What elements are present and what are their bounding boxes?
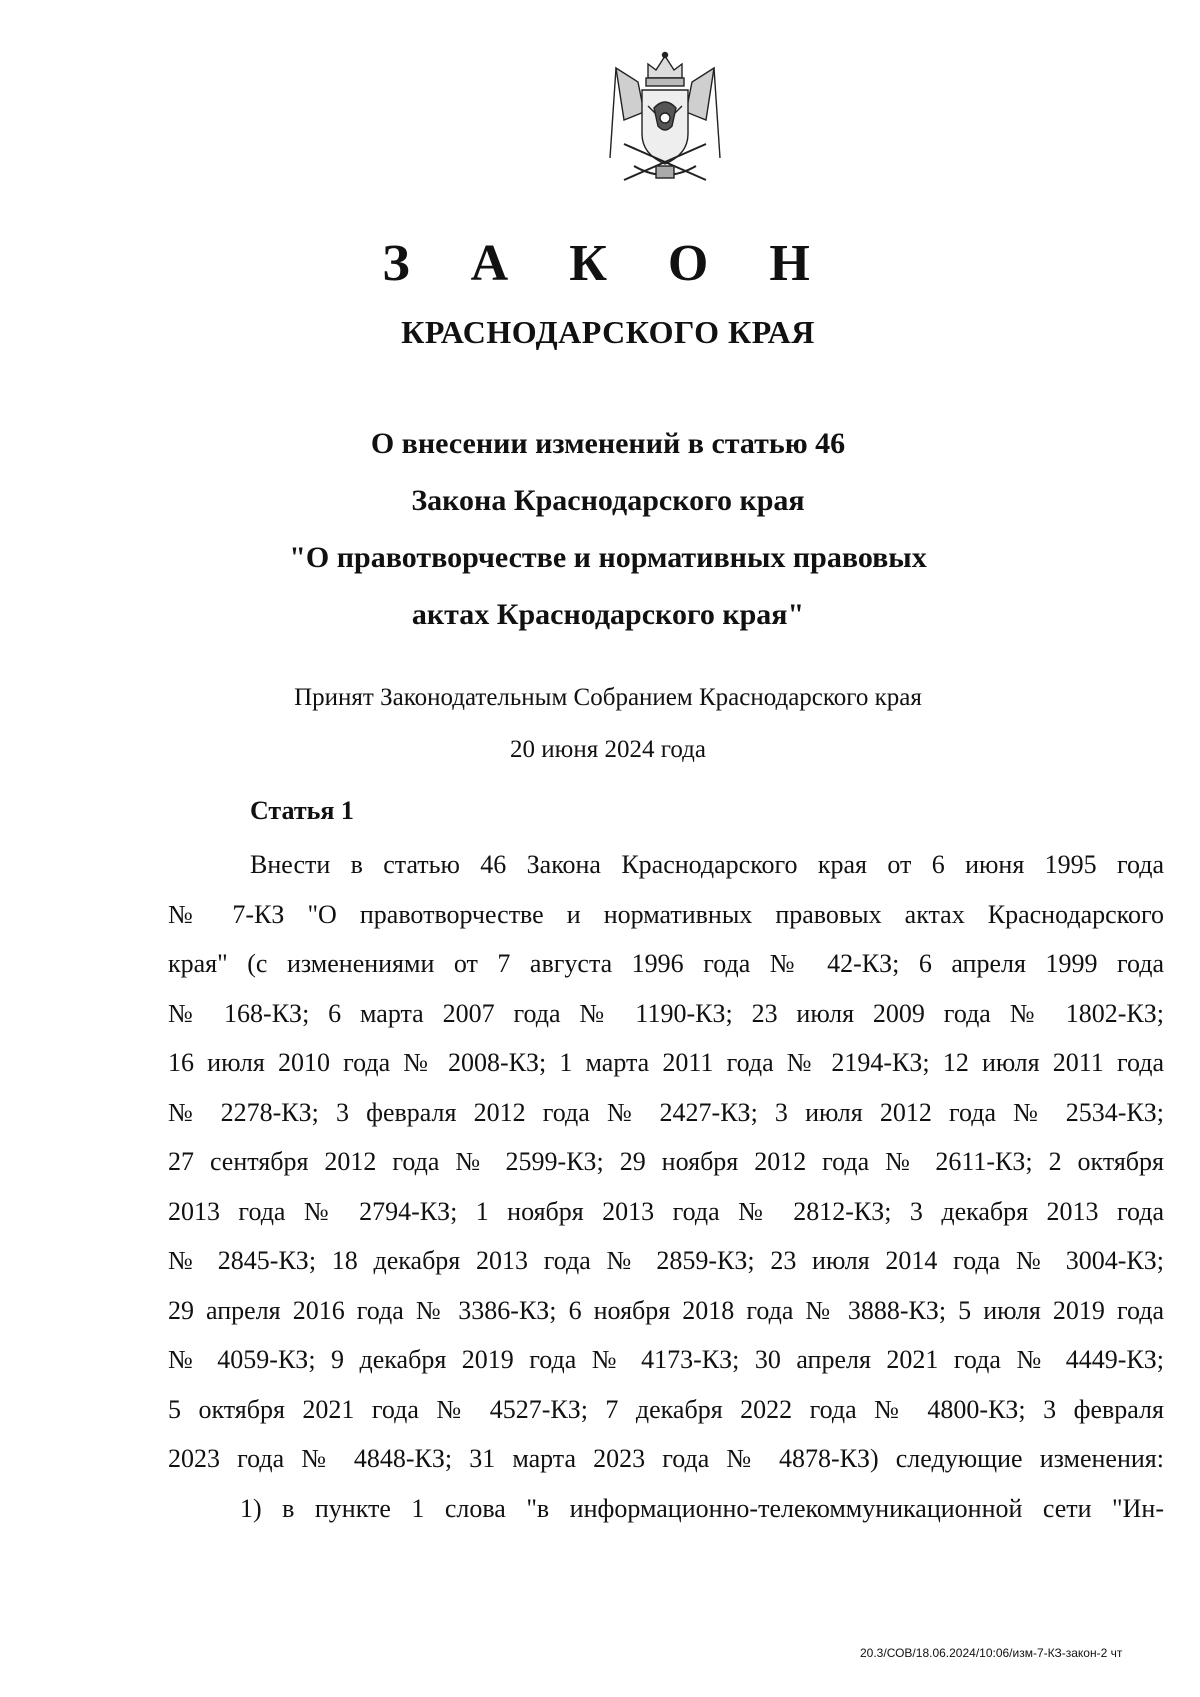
article-body bbox=[168, 840, 1164, 1533]
body-line: 2023 года № 4848-КЗ; 31 марта 2023 года № 4878-КЗ) следующие изменения: bbox=[168, 1444, 1164, 1473]
body-line: № 168-КЗ; 6 марта 2007 года № 1190-КЗ; 23 июля 2009 года № 1802-КЗ; bbox=[168, 998, 1164, 1028]
law-title bbox=[0, 415, 1200, 643]
document-code-footer: 20.3/СОВ/18.06.2024/10:06/изм-7-КЗ-закон-2 чт bbox=[860, 1646, 1123, 1660]
body-line: края" (с изменениями от 7 августа 1996 года № 42-КЗ; 6 апреля 1999 года bbox=[168, 949, 1164, 978]
body-line: 5 октября 2021 года № 4527-КЗ; 7 декабря 2022 года № 4800-КЗ; 3 февраля bbox=[168, 1394, 1164, 1424]
body-line: Внести в статью 46 Закона Краснодарского края от 6 июня 1995 года bbox=[250, 850, 1164, 879]
body-line: 1) в пункте 1 слова "в информационно-телекоммуникационной сети "Ин- bbox=[240, 1493, 1164, 1523]
adoption-date: 20 июня 2024 года bbox=[510, 736, 706, 763]
body-line: 27 сентября 2012 года № 2599-КЗ; 29 ноября 2012 года № 2611-КЗ; 2 октября bbox=[168, 1147, 1164, 1176]
region-subtitle: КРАСНОДАРСКОГО КРАЯ bbox=[401, 314, 815, 350]
body-line: 29 апреля 2016 года № 3386-КЗ; 6 ноября 2018 года № 3888-КЗ; 5 июля 2019 года bbox=[168, 1295, 1164, 1325]
body-line: № 2278-КЗ; 3 февраля 2012 года № 2427-КЗ; 3 июля 2012 года № 2534-КЗ; bbox=[168, 1097, 1164, 1127]
adoption-note bbox=[0, 672, 1200, 776]
body-line: 2013 года № 2794-КЗ; 1 ноября 2013 года № 2812-КЗ; 3 декабря 2013 года bbox=[168, 1196, 1164, 1226]
article-heading: Статья 1 bbox=[250, 796, 354, 825]
adoption-line: Принят Законодательным Собранием Краснодарского края bbox=[294, 684, 922, 711]
law-title-line: актах Краснодарского края" bbox=[411, 598, 805, 631]
body-line: № 7-КЗ "О правотворчестве и нормативных правовых актах Краснодарского bbox=[168, 899, 1164, 929]
law-title-line: О внесении изменений в статью 46 bbox=[370, 427, 846, 460]
coat-of-arms-icon bbox=[604, 48, 726, 188]
body-line: № 2845-КЗ; 18 декабря 2013 года № 2859-КЗ; 23 июля 2014 года № 3004-КЗ; bbox=[168, 1246, 1164, 1275]
body-line: 16 июля 2010 года № 2008-КЗ; 1 марта 2011 года № 2194-КЗ; 12 июля 2011 года bbox=[168, 1048, 1164, 1077]
law-title-line: Закона Краснодарского края bbox=[411, 484, 805, 517]
law-title-line: "О правотворчестве и нормативных правовых bbox=[289, 541, 927, 574]
body-line: № 4059-КЗ; 9 декабря 2019 года № 4173-КЗ; 30 апреля 2021 года № 4449-КЗ; bbox=[168, 1345, 1164, 1374]
document-type-title: З А К О Н bbox=[382, 235, 834, 292]
